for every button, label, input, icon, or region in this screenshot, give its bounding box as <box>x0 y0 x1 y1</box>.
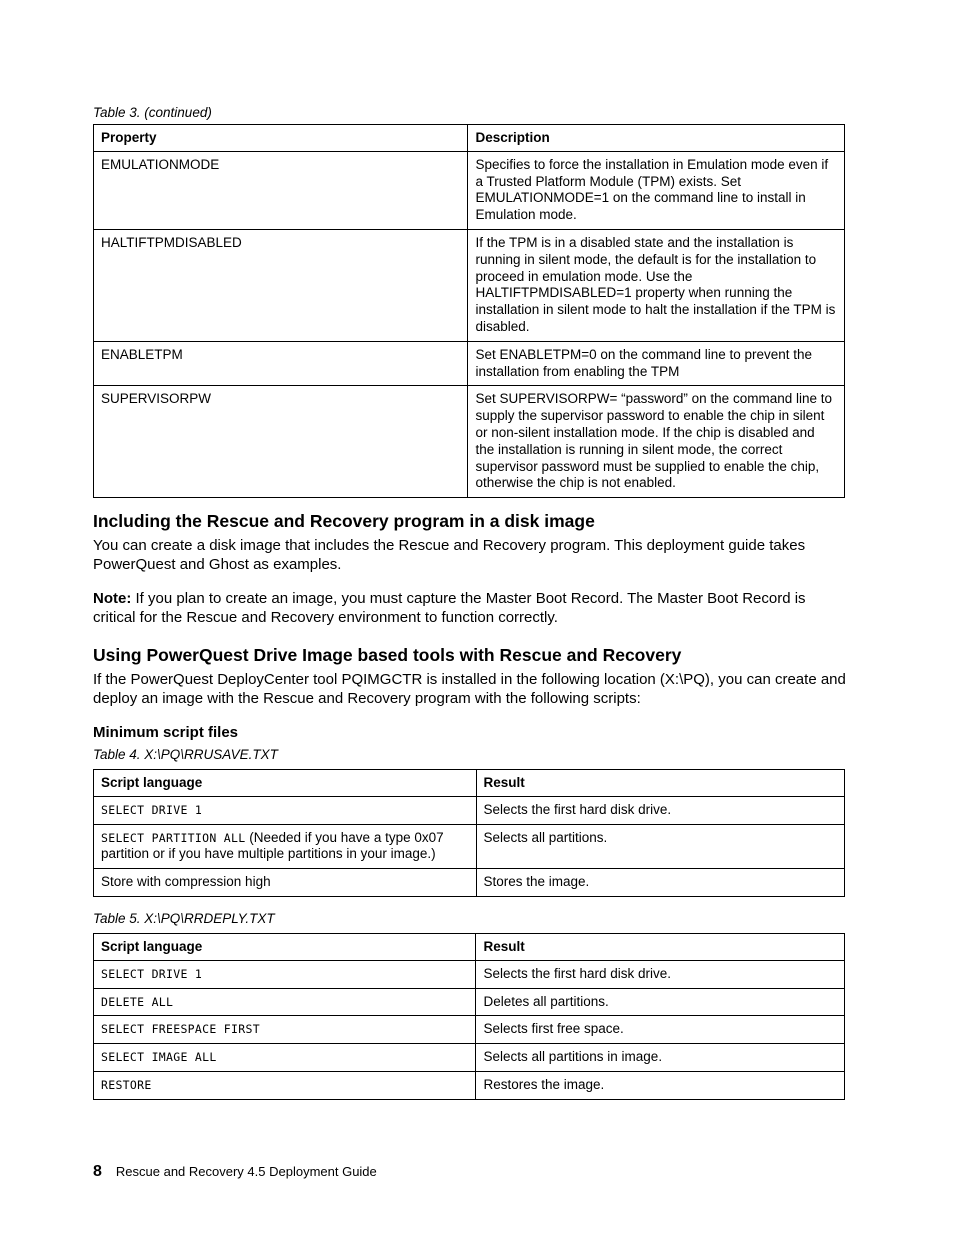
description-cell: Set ENABLETPM=0 on the command line to prevent the installation from enabling the TPM <box>468 341 845 386</box>
table-row <box>94 229 845 341</box>
script-code: SELECT IMAGE ALL <box>101 1050 217 1065</box>
table5-header-row <box>94 934 845 961</box>
table4-header-result: Result <box>476 770 845 797</box>
result-cell: Selects the first hard disk drive. <box>476 796 845 824</box>
script-cell <box>94 1071 476 1099</box>
table-row <box>94 1071 845 1099</box>
description-cell: If the TPM is in a disabled state and the installation is running in silent mode, the default is for the installation to proceed in emulation mode. Use the HALTIFTPMDISABLED=1 property when running the installation in silent mode to halt the installation if the TPM is disabled. <box>468 229 845 341</box>
property-cell: SUPERVISORPW <box>94 386 468 498</box>
note-text: If you plan to create an image, you must capture the Master Boot Record. The Master Boot Record is critical for the Rescue and Recovery environment to function correctly. <box>93 590 806 626</box>
script-note: (Needed if you have a type 0x07 partition or if you have multiple partitions in your image.) <box>101 829 444 862</box>
table3-header-row <box>94 125 845 152</box>
table-row <box>94 824 845 869</box>
script-cell <box>94 988 476 1016</box>
table-row <box>94 796 845 824</box>
page-number: 8 <box>93 1163 102 1180</box>
description-cell: Set SUPERVISORPW= “password” on the command line to supply the supervisor password to enable the chip in silent or non-silent installation mode. If the chip is disabled and the installation is running in silent mode, the correct supervisor password must be supplied to enable the chip, otherwise the chip is not enabled. <box>468 386 845 498</box>
result-cell: Deletes all partitions. <box>476 988 845 1016</box>
table5-header-result: Result <box>476 934 845 961</box>
table-row <box>94 1044 845 1072</box>
note-label: Note: <box>93 590 132 607</box>
footer-title: Rescue and Recovery 4.5 Deployment Guide <box>115 1164 377 1179</box>
table4-caption: Table 4. X:\PQ\RRUSAVE.TXT <box>93 747 278 762</box>
result-cell: Selects first free space. <box>476 1016 845 1044</box>
section1-paragraph: You can create a disk image that includes the Rescue and Recovery program. This deployment guide takes PowerQuest and Ghost as examples. <box>93 537 806 573</box>
table3-caption: Table 3. (continued) <box>93 105 212 120</box>
table-row <box>94 341 845 386</box>
property-cell: EMULATIONMODE <box>94 151 468 229</box>
result-cell: Selects the first hard disk drive. <box>476 960 845 988</box>
script-cell <box>94 960 476 988</box>
page-footer <box>93 1163 377 1181</box>
table5-caption: Table 5. X:\PQ\RRDEPLY.TXT <box>93 911 275 926</box>
table-row <box>94 151 845 229</box>
table4-header-script: Script language <box>94 770 477 797</box>
script-cell <box>94 1016 476 1044</box>
result-cell: Selects all partitions in image. <box>476 1044 845 1072</box>
result-cell: Restores the image. <box>476 1071 845 1099</box>
table3-header-description: Description <box>468 125 845 152</box>
script-cell <box>94 824 477 869</box>
note-paragraph <box>93 589 849 627</box>
table5 <box>93 933 845 1100</box>
table3-header-property: Property <box>94 125 468 152</box>
script-cell <box>94 1044 476 1072</box>
property-cell: ENABLETPM <box>94 341 468 386</box>
table4-header-row <box>94 770 845 797</box>
subheading-minimum-script-files: Minimum script files <box>93 724 239 741</box>
section-heading-powerquest: Using PowerQuest Drive Image based tools with Rescue and Recovery <box>93 645 682 665</box>
section2-paragraph: If the PowerQuest DeployCenter tool PQIMGCTR is installed in the following location (X:\PQ), you can create and deploy an image with the Rescue and Recovery program with the following scripts: <box>93 671 846 707</box>
script-cell <box>94 796 477 824</box>
table-row <box>94 1016 845 1044</box>
result-cell: Selects all partitions. <box>476 824 845 869</box>
script-cell: Store with compression high <box>94 869 477 897</box>
table-row <box>94 960 845 988</box>
description-cell: Specifies to force the installation in Emulation mode even if a Trusted Platform Module (TPM) exists. Set EMULATIONMODE=1 on the command line to install in Emulation mode. <box>468 151 845 229</box>
table-row <box>94 869 845 897</box>
table3 <box>93 124 845 498</box>
script-code: SELECT PARTITION ALL <box>101 830 246 845</box>
script-code: SELECT FREESPACE FIRST <box>101 1022 260 1037</box>
script-code: RESTORE <box>101 1077 152 1092</box>
table-row <box>94 988 845 1016</box>
table5-header-script: Script language <box>94 934 476 961</box>
script-code: DELETE ALL <box>101 994 174 1009</box>
section-heading-disk-image: Including the Rescue and Recovery program in a disk image <box>93 511 595 531</box>
script-code: SELECT DRIVE 1 <box>101 966 203 981</box>
table4 <box>93 769 845 897</box>
result-cell: Stores the image. <box>476 869 845 897</box>
script-code: SELECT DRIVE 1 <box>101 802 203 817</box>
property-cell: HALTIFTPMDISABLED <box>94 229 468 341</box>
table-row <box>94 386 845 498</box>
